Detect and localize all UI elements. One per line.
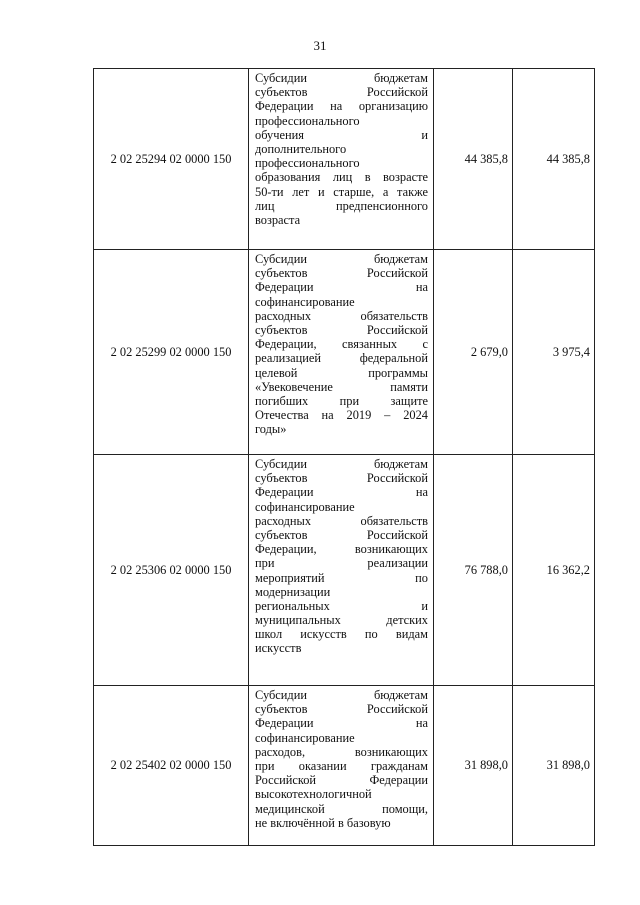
description-line: школ искусств по видам [255,627,428,642]
description-line: при оказании гражданам [255,758,428,773]
description-line: Субсидии бюджетам [255,457,428,471]
description-line: софинансирование [255,294,355,309]
description-line: расходных обязательств [255,513,428,528]
table-row [94,69,595,250]
amount-value-1: 76 788,0 [434,455,513,686]
description-line: Отечества на 2019 – 2024 [255,408,428,423]
budget-code: 2 02 25299 02 0000 150 [94,250,249,455]
description-line: субъектов Российской [255,85,428,100]
description-line: региональных и [255,598,428,613]
description-line: погибших при защите [255,393,428,408]
page-number: 31 [313,38,327,53]
table-row [94,686,595,846]
description-line: Российской Федерации [255,773,428,788]
description-line: годы» [255,422,287,437]
budget-code: 2 02 25306 02 0000 150 [94,455,249,686]
description-line: медицинской помощи, [255,801,428,816]
revenue-description [249,69,434,250]
revenue-description [249,250,434,455]
amount-value-1: 44 385,8 [434,69,513,250]
amount-value-2: 44 385,8 [513,69,595,250]
description-line: Субсидии бюджетам [255,71,428,85]
description-line: лиц предпенсионного [255,198,428,213]
amount-value-2: 3 975,4 [513,250,595,455]
description-line: расходов, возникающих [255,744,428,759]
description-line: Федерации, возникающих [255,542,428,557]
description-line: высокотехнологичной [255,787,372,802]
amount-value-1: 31 898,0 [434,686,513,846]
budget-code: 2 02 25402 02 0000 150 [94,686,249,846]
description-line: муниципальных детских [255,613,428,628]
description-line: «Увековечение памяти [255,379,428,394]
description-line: 50-ти лет и старше, а также [255,184,428,199]
description-line: при реализации [255,556,428,571]
description-line: реализацией федеральной [255,351,428,366]
budget-table [93,68,595,846]
amount-value-1: 2 679,0 [434,250,513,455]
revenue-description [249,686,434,846]
amount-value-2: 16 362,2 [513,455,595,686]
amount-value-2: 31 898,0 [513,686,595,846]
description-line: Субсидии бюджетам [255,688,428,702]
description-line: Федерации на [255,716,428,731]
description-line: модернизации [255,584,331,599]
description-line: профессионального [255,156,360,171]
description-line: Федерации на [255,280,428,295]
description-line: софинансирование [255,730,355,745]
budget-code: 2 02 25294 02 0000 150 [94,69,249,250]
description-line: расходных обязательств [255,308,428,323]
description-line: не включённой в базовую [255,815,391,830]
description-line: профессионального [255,113,360,128]
description-line: целевой программы [255,365,428,380]
description-line: Федерации на [255,485,428,500]
revenue-description [249,455,434,686]
description-line: субъектов Российской [255,471,428,486]
description-line: Федерации на организацию [255,99,428,114]
description-line: мероприятий по [255,570,428,585]
description-line: Федерации, связанных с [255,337,428,352]
table-row [94,250,595,455]
description-line: субъектов Российской [255,702,428,717]
description-line: Субсидии бюджетам [255,252,428,266]
description-line: субъектов Российской [255,527,428,542]
description-line: возраста [255,212,301,227]
description-line: софинансирование [255,499,355,514]
table-row [94,455,595,686]
description-line: образования лиц в возрасте [255,170,428,185]
description-line: обучения и [255,127,428,142]
description-line: дополнительного [255,141,347,156]
description-line: субъектов Российской [255,266,428,281]
description-line: субъектов Российской [255,322,428,337]
description-line: искусств [255,641,302,656]
